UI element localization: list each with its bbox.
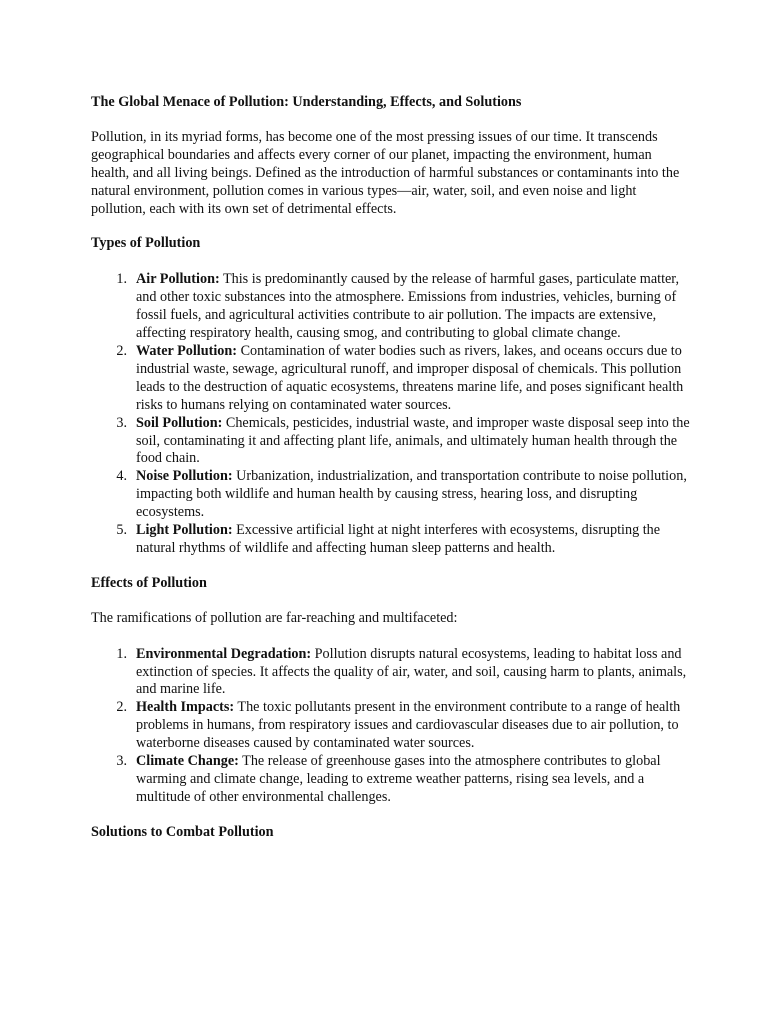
list-term: Soil Pollution: bbox=[136, 414, 223, 431]
list-text: Pollution disrupts natural ecosystems, leading to habitat loss and extinction of species. It affects the quality of air, water, and soil, causing harm to plants, animals, and marine life. bbox=[136, 645, 687, 698]
effects-heading: Effects of Pollution bbox=[91, 574, 207, 591]
list-term: Light Pollution: bbox=[136, 522, 233, 539]
list-text: Excessive artificial light at night interferes with ecosystems, disrupting the natural rhythms of wildlife and affecting human sleep patterns and health. bbox=[136, 522, 661, 556]
types-list-item-noise bbox=[91, 468, 691, 522]
list-number: 3. bbox=[116, 753, 127, 770]
list-number: 4. bbox=[116, 468, 127, 485]
types-list-item-light bbox=[91, 522, 691, 558]
types-list-item-water bbox=[91, 343, 691, 415]
effects-list-item-environment bbox=[91, 646, 691, 700]
list-number: 1. bbox=[116, 271, 127, 288]
list-text: Contamination of water bodies such as rivers, lakes, and oceans occurs due to industrial waste, sewage, agricultural runoff, and improper disposal of chemicals. This pollution leads to the destruction of aquatic ecosystems, threatens marine life, and poses significant health risks to humans relying on contaminated water sources. bbox=[136, 342, 684, 413]
list-term: Air Pollution: bbox=[136, 271, 220, 288]
solutions-heading: Solutions to Combat Pollution bbox=[91, 823, 274, 840]
list-text: Urbanization, industrialization, and transportation contribute to noise pollution, impacting both wildlife and human health by causing stress, hearing loss, and disrupting ecosystems. bbox=[136, 468, 687, 521]
types-list-item-soil bbox=[91, 415, 691, 469]
effects-list-item-climate bbox=[91, 753, 691, 807]
types-list bbox=[91, 271, 691, 558]
effects-list-item-health bbox=[91, 699, 691, 753]
document-body bbox=[91, 94, 691, 842]
list-term: Climate Change: bbox=[136, 753, 239, 770]
list-number: 1. bbox=[116, 645, 127, 662]
list-term: Environmental Degradation: bbox=[136, 645, 312, 662]
list-number: 2. bbox=[116, 342, 127, 359]
list-term: Water Pollution: bbox=[136, 342, 238, 359]
list-number: 3. bbox=[116, 414, 127, 431]
types-list-item-air bbox=[91, 271, 691, 343]
types-heading: Types of Pollution bbox=[91, 235, 201, 252]
effects-list bbox=[91, 646, 691, 807]
list-text: Chemicals, pesticides, industrial waste, and improper waste disposal seep into the soil, contaminating it and affecting plant life, animals, and ultimately human health through the food chain. bbox=[136, 414, 690, 467]
list-text: This is predominantly caused by the release of harmful gases, particulate matter, and other toxic substances into the atmosphere. Emissions from industries, vehicles, burning of fossil fuels, and agricultural activities contribute to air pollution. The impacts are extensive, affecting respiratory health, causing smog, and contributing to global climate change. bbox=[136, 271, 680, 342]
list-text: The toxic pollutants present in the environment contribute to a range of health problems in humans, from respiratory issues and cardiovascular diseases due to air pollution, to waterborne diseases caused by contaminated water sources. bbox=[136, 699, 681, 752]
intro-paragraph: Pollution, in its myriad forms, has become one of the most pressing issues of our time. It transcends geographical boundaries and affects every corner of our planet, impacting the environment, human health, and all living beings. Defined as the introduction of harmful substances or contaminants into the natural environment, pollution comes in various types—air, water, soil, and even noise and light pollution, each with its own set of detrimental effects. bbox=[91, 128, 680, 217]
list-number: 5. bbox=[116, 522, 127, 539]
list-term: Health Impacts: bbox=[136, 699, 235, 716]
list-number: 2. bbox=[116, 699, 127, 716]
document-title: The Global Menace of Pollution: Understanding, Effects, and Solutions bbox=[91, 94, 522, 110]
list-text: The release of greenhouse gases into the atmosphere contributes to global warming and climate change, leading to extreme weather patterns, rising sea levels, and a multitude of other environmental challenges. bbox=[136, 753, 661, 805]
list-term: Noise Pollution: bbox=[136, 468, 233, 485]
effects-lead: The ramifications of pollution are far-reaching and multifaceted: bbox=[91, 609, 458, 626]
